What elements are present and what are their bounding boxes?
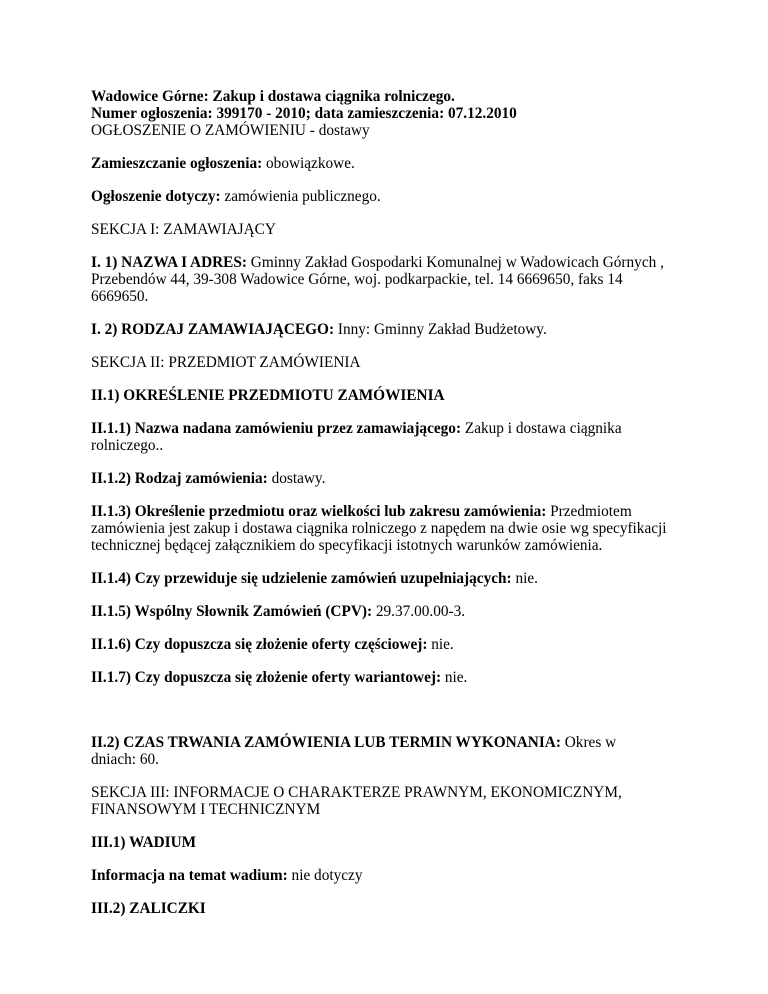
okreslenie-heading-text: II.1) OKREŚLENIE PRZEDMIOTU ZAMÓWIENIA [91, 387, 445, 404]
czas-value-line1: Okres w [560, 734, 617, 751]
header-block [91, 88, 691, 139]
ii-1-5-label: II.1.5) Wspólny Słownik Zamówień (CPV): [91, 603, 373, 620]
field-ii-1-7 [91, 669, 691, 686]
field-ii-1-4 [91, 570, 691, 587]
ii-1-6-label: II.1.6) Czy dopuszcza się złożenie oferty częściowej: [91, 636, 428, 653]
czas-value-line2: dniach: 60. [91, 751, 159, 768]
field-wadium [91, 867, 691, 884]
field-ii-1-3 [91, 503, 691, 554]
ii-1-4-value: nie. [511, 570, 538, 587]
wadium-heading [91, 834, 691, 851]
title-text: Wadowice Górne: Zakup i dostawa ciągnika rolniczego. [91, 88, 455, 105]
ii-1-6-value: nie. [427, 636, 454, 653]
field-ii-1-6 [91, 636, 691, 653]
field-ii-2-czas [91, 734, 691, 768]
ii-1-7-value: nie. [441, 669, 468, 686]
field-ii-1-1 [91, 420, 691, 454]
zamieszczanie-label: Zamieszczanie ogłoszenia: [91, 155, 263, 172]
zamieszczanie-value: obowiązkowe. [262, 155, 355, 172]
wadium-value: nie dotyczy [287, 867, 363, 884]
field-ii-1-2 [91, 470, 691, 487]
ii-1-2-value: dostawy. [267, 470, 326, 487]
nazwa-label: I. 1) NAZWA I ADRES: [91, 254, 247, 271]
ii-1-3-label: II.1.3) Określenie przedmiotu oraz wielkości lub zakresu zamówienia: [91, 503, 547, 520]
section-1-title-text: SEKCJA I: ZAMAWIAJĄCY [91, 221, 276, 238]
nazwa-value-line2: Przebendów 44, 39-308 Wadowice Górne, woj. podkarpackie, tel. 14 6669650, faks 14 [91, 271, 623, 288]
field-zamieszczanie [91, 155, 691, 172]
nazwa-value-line1: Gminny Zakład Gospodarki Komunalnej w Wadowicach Górnych , [246, 254, 664, 271]
announcement-number [91, 105, 691, 122]
dotyczy-label: Ogłoszenie dotyczy: [91, 188, 221, 205]
section-3-title-line1: SEKCJA III: INFORMACJE O CHARAKTERZE PRAWNYM, EKONOMICZNYM, [91, 784, 622, 801]
field-nazwa-adres [91, 254, 691, 305]
wadium-heading-text: III.1) WADIUM [91, 834, 197, 851]
section-3-title [91, 784, 691, 818]
ii-1-4-label: II.1.4) Czy przewiduje się udzielenie zamówień uzupełniających: [91, 570, 512, 587]
ii-1-1-value-line1: Zakup i dostawa ciągnika [461, 420, 622, 437]
ii-1-1-value-line2: rolniczego.. [91, 437, 164, 454]
section-2-title [91, 354, 691, 371]
ii-1-3-value-line3: technicznej będącej załącznikiem do specyfikacji istotnych warunków zamówienia. [91, 537, 603, 554]
zaliczki-heading-text: III.2) ZALICZKI [91, 900, 206, 917]
section-3-title-line2: FINANSOWYM I TECHNICZNYM [91, 801, 321, 818]
okreslenie-heading [91, 387, 691, 404]
nazwa-value-line3: 6669650. [91, 288, 149, 305]
field-rodzaj-zamawiajacego [91, 321, 691, 338]
section-2-title-text: SEKCJA II: PRZEDMIOT ZAMÓWIENIA [91, 354, 361, 371]
ii-1-2-label: II.1.2) Rodzaj zamówienia: [91, 470, 268, 487]
zaliczki-heading [91, 900, 691, 917]
field-ii-1-5 [91, 603, 691, 620]
rodzaj-value: Inny: Gminny Zakład Budżetowy. [334, 321, 547, 338]
field-dotyczy [91, 188, 691, 205]
czas-label: II.2) CZAS TRWANIA ZAMÓWIENIA LUB TERMIN WYKONANIA: [91, 734, 561, 751]
announcement-number-text: Numer ogłoszenia: 399170 - 2010; data zamieszczenia: 07.12.2010 [91, 105, 517, 122]
rodzaj-label: I. 2) RODZAJ ZAMAWIAJĄCEGO: [91, 321, 335, 338]
section-1-title [91, 221, 691, 238]
ii-1-3-value-line2: zamówienia jest zakup i dostawa ciągnika rolniczego z napędem na dwie osie wg specyfikacji [91, 520, 667, 537]
document-title [91, 88, 691, 105]
announcement-type: OGŁOSZENIE O ZAMÓWIENIU - dostawy [91, 122, 370, 139]
ii-1-3-value-line1: Przedmiotem [546, 503, 632, 520]
document [91, 88, 691, 917]
dotyczy-value: zamówienia publicznego. [220, 188, 381, 205]
ii-1-5-value: 29.37.00.00-3. [372, 603, 466, 620]
wadium-label: Informacja na temat wadium: [91, 867, 288, 884]
ii-1-7-label: II.1.7) Czy dopuszcza się złożenie oferty wariantowej: [91, 669, 442, 686]
ii-1-1-label: II.1.1) Nazwa nadana zamówieniu przez zamawiającego: [91, 420, 462, 437]
